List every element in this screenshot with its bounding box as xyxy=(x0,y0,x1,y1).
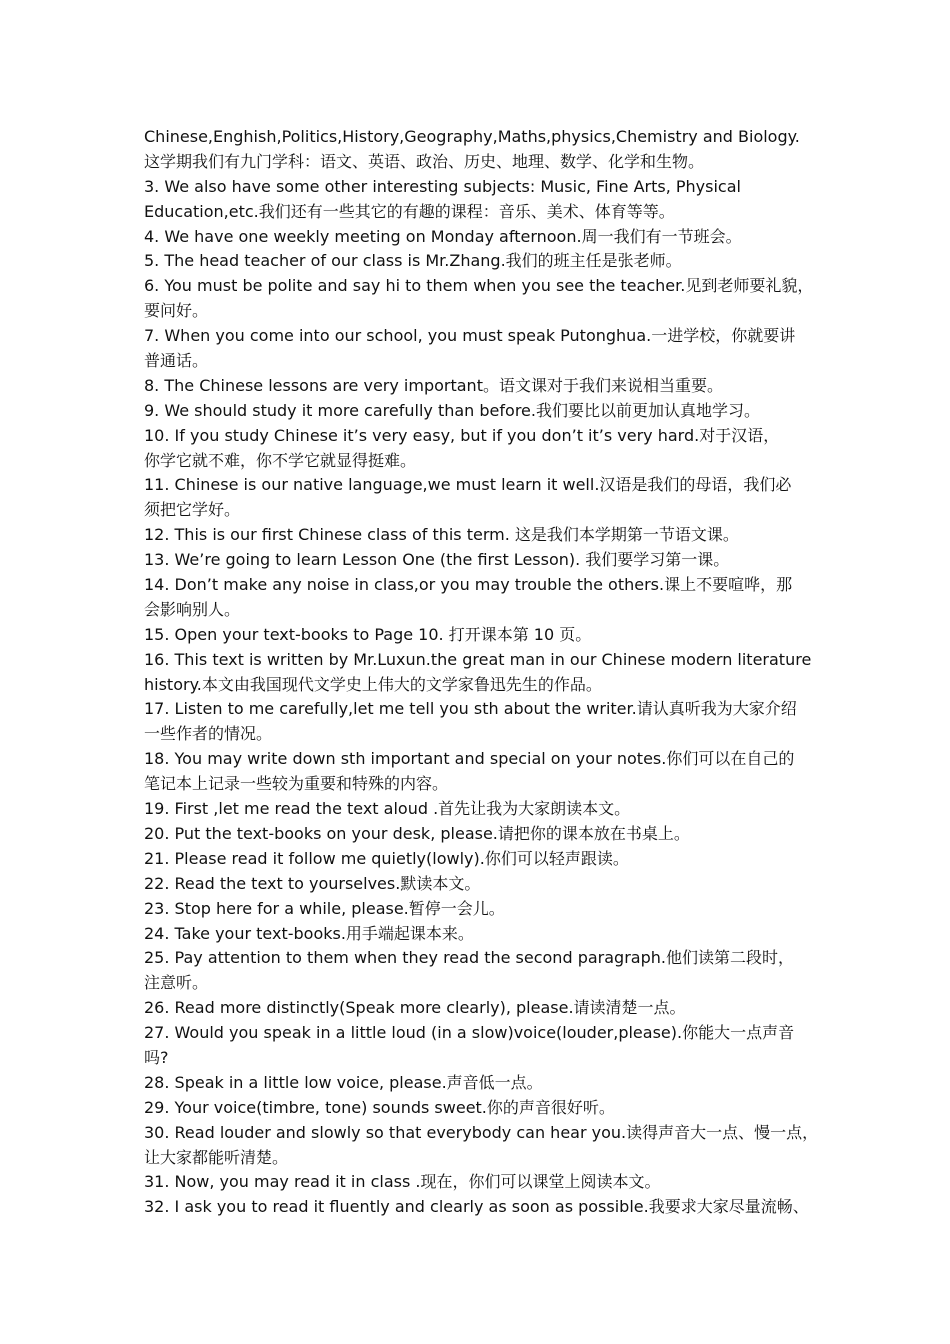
text-line: 让大家都能听清楚。 xyxy=(144,1147,289,1167)
text-line: 3. We also have some other interesting subjects: Music, Fine Arts, Physical xyxy=(144,176,741,196)
text-line: 29. Your voice(timbre, tone) sounds sweet.你的声音很好听。 xyxy=(144,1097,615,1117)
text-line: 4. We have one weekly meeting on Monday afternoon.周一我们有一节班会。 xyxy=(144,226,742,246)
text-line: 31. Now, you may read it in class .现在，你们可以课堂上阅读本文。 xyxy=(144,1172,661,1192)
text-line: 25. Pay attention to them when they read the second paragraph.他们读第二段时， xyxy=(144,948,794,968)
text-line: 7. When you come into our school, you must speak Putonghua.一进学校，你就要讲 xyxy=(144,326,796,346)
text-line: history.本文由我国现代文学史上伟大的文学家鲁迅先生的作品。 xyxy=(144,674,602,694)
text-line: 13. We’re going to learn Lesson One (the first Lesson). 我们要学习第一课。 xyxy=(144,550,730,570)
text-line: 一些作者的情况。 xyxy=(144,724,273,744)
text-line: 15. Open your text-books to Page 10. 打开课本第 10 页。 xyxy=(144,624,592,644)
text-line: 23. Stop here for a while, please.暂停一会儿。 xyxy=(144,898,505,918)
text-line: 17. Listen to me carefully,let me tell you sth about the writer.请认真听我为大家介绍 xyxy=(144,699,797,719)
text-line: 笔记本上记录一些较为重要和特殊的内容。 xyxy=(144,774,449,794)
text-line: 11. Chinese is our native language,we must learn it well.汉语是我们的母语，我们必 xyxy=(144,475,792,495)
text-line: 30. Read louder and slowly so that everybody can hear you.读得声音大一点、慢一点， xyxy=(144,1122,819,1142)
text-line: 要问好。 xyxy=(144,301,209,321)
text-line: 9. We should study it more carefully than before.我们要比以前更加认真地学习。 xyxy=(144,400,760,420)
text-line: 19. First ,let me read the text aloud .首先让我为大家朗读本文。 xyxy=(144,799,631,819)
text-line: 这学期我们有九门学科：语文、英语、政治、历史、地理、数学、化学和生物。 xyxy=(144,151,705,171)
text-line: 8. The Chinese lessons are very important。语文课对于我们来说相当重要。 xyxy=(144,375,723,395)
text-line: 吗? xyxy=(144,1047,169,1067)
text-line: 10. If you study Chinese it’s very easy, but if you don’t it’s very hard.对于汉语， xyxy=(144,425,780,445)
text-line: 32. I ask you to read it fluently and clearly as soon as possible.我要求大家尽量流畅、 xyxy=(144,1197,809,1217)
text-line: 20. Put the text-books on your desk, please.请把你的课本放在书桌上。 xyxy=(144,823,690,843)
text-line: 24. Take your text-books.用手端起课本来。 xyxy=(144,923,474,943)
text-line: 普通话。 xyxy=(144,351,209,371)
text-line: 你学它就不难，你不学它就显得挺难。 xyxy=(144,450,417,470)
text-line: 18. You may write down sth important and special on your notes.你们可以在自己的 xyxy=(144,749,795,769)
text-line: 会影响别人。 xyxy=(144,599,241,619)
text-line: 27. Would you speak in a little loud (in a slow)voice(louder,please).你能大一点声音 xyxy=(144,1023,795,1043)
text-line: 16. This text is written by Mr.Luxun.the great man in our Chinese modern literature xyxy=(144,649,812,669)
text-line: Education,etc.我们还有一些其它的有趣的课程：音乐、美术、体育等等。 xyxy=(144,201,675,221)
text-line: Chinese,Enghish,Politics,History,Geography,Maths,physics,Chemistry and Biology. xyxy=(144,127,800,146)
text-line: 5. The head teacher of our class is Mr.Zhang.我们的班主任是张老师。 xyxy=(144,251,682,271)
text-line: 注意听。 xyxy=(144,973,209,993)
text-line: 14. Don’t make any noise in class,or you may trouble the others.课上不要喧哗，那 xyxy=(144,575,793,595)
text-line: 21. Please read it follow me quietly(lowly).你们可以轻声跟读。 xyxy=(144,848,629,868)
text-line: 28. Speak in a little low voice, please.声音低一点。 xyxy=(144,1072,543,1092)
document-body xyxy=(144,125,824,1220)
text-line: 22. Read the text to yourselves.默读本文。 xyxy=(144,873,481,893)
text-line: 6. You must be polite and say hi to them when you see the teacher.见到老师要礼貌， xyxy=(144,276,814,296)
text-line: 26. Read more distinctly(Speak more clearly), please.请读清楚一点。 xyxy=(144,998,686,1018)
text-line: 须把它学好。 xyxy=(144,500,241,520)
text-line: 12. This is our first Chinese class of this term. 这是我们本学期第一节语文课。 xyxy=(144,525,739,545)
